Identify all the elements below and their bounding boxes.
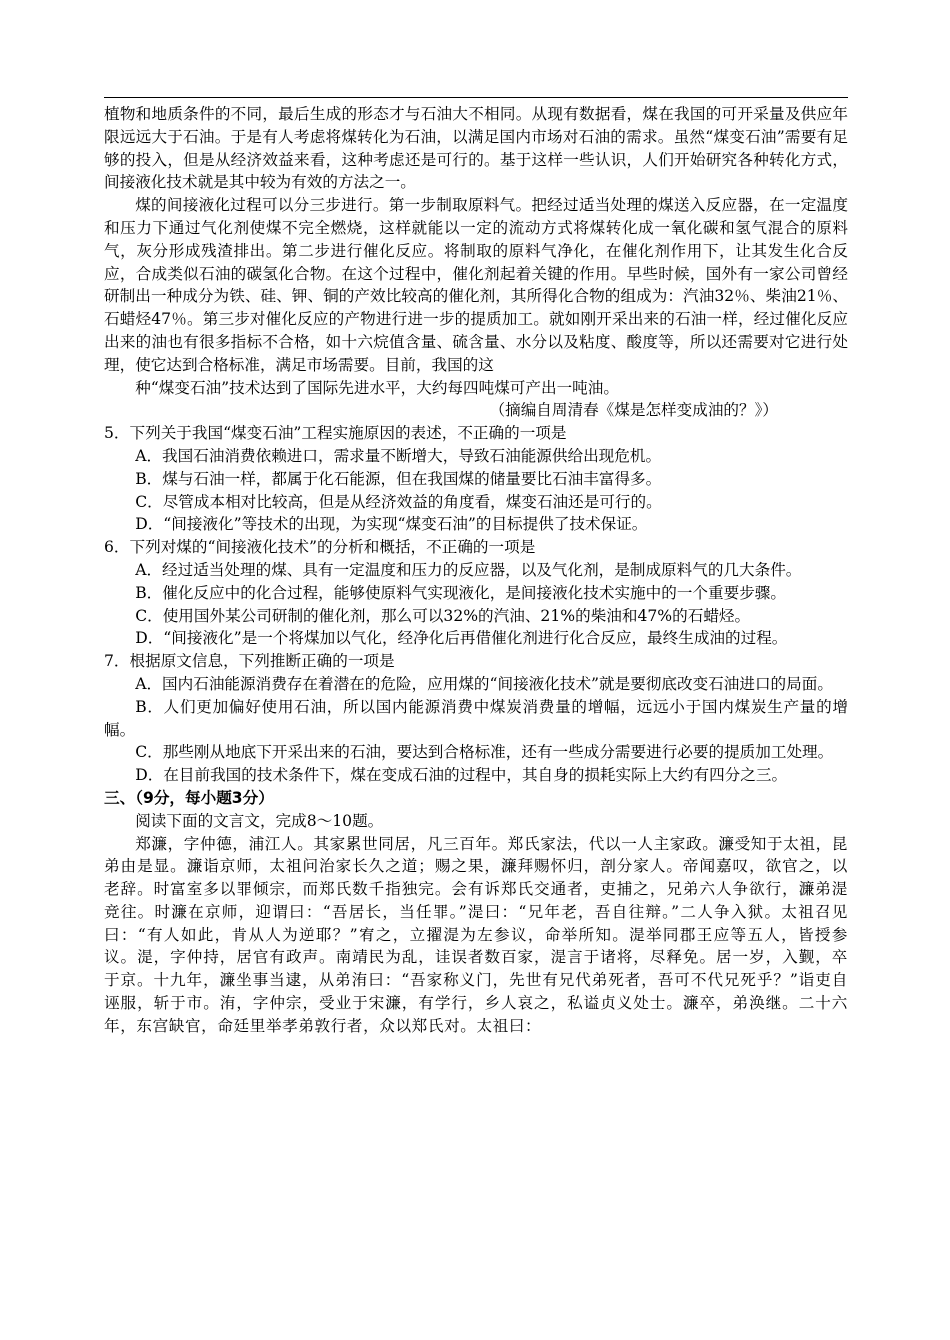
article-source: （摘编自周清春《煤是怎样变成油的？》）: [489, 401, 778, 420]
question-6-stem: 6．下列对煤的“间接液化技术”的分析和概括，不正确的一项是: [104, 538, 536, 557]
question-7-option-b: B．人们更加偏好使用石油，所以国内能源消费中煤炭消费量的增幅，远远小于国内煤炭生产量的增幅。: [104, 697, 848, 739]
question-5-stem: 5．下列关于我国“煤变石油”工程实施原因的表述，不正确的一项是: [104, 424, 567, 443]
question-7-stem: 7．根据原文信息，下列推断正确的一项是: [104, 652, 395, 671]
section-3-title: 三、（9分，每小题3分）: [104, 788, 274, 807]
question-5-option-b: B．煤与石油一样，都属于化石能源，但在我国煤的储量要比石油丰富得多。: [135, 469, 662, 488]
question-6-option-b: B．催化反应中的化合过程，能够使原料气实现液化，是间接液化技术实施中的一个重要步骤。: [135, 583, 786, 602]
question-7-option-d: D．在目前我国的技术条件下，煤在变成石油的过程中，其自身的损耗实际上大约有四分之三。: [135, 766, 788, 785]
question-6-option-c: C．使用国外某公司研制的催化剂，那么可以32%的汽油、21%的柴油和47%的石蜡烃。: [135, 606, 751, 625]
header-rule: [104, 97, 848, 98]
question-7-option-c: C．那些刚从地底下开采出来的石油，要达到合格标准，还有一些成分需要进行必要的提质加工处理。: [135, 743, 834, 762]
question-5-option-a: A．我国石油消费依赖进口，需求量不断增大，导致石油能源供给出现危机。: [135, 446, 662, 465]
article-paragraph-3: 种“煤变石油”技术达到了国际先进水平，大约每四吨煤可产出一吨油。: [135, 378, 619, 397]
question-5-option-c: C．尽管成本相对比较高，但是从经济效益的角度看，煤变石油还是可行的。: [135, 492, 662, 511]
question-6-option-a: A．经过适当处理的煤、具有一定温度和压力的反应器，以及气化剂，是制成原料气的几大条件。: [135, 560, 802, 579]
classical-passage: 郑濂，字仲德，浦江人。其家累世同居，凡三百年。郑氏家法，代以一人主家政。濂受知于太祖，昆弟由是显。濂诣京师，太祖问治家长久之道；赐之果，濂拜赐怀归，剖分家人。帝闻嘉叹，欲官之，以老辞。时富室多以罪倾宗，而郑氏数千指独完。会有诉郑氏交通者，吏捕之，兄弟六人争欲行，濂弟湜竞往。时濂在京师，迎谓曰：“吾居长，当任罪。”湜曰：“兄年老，吾自往辩。”二人争入狱。太祖召见曰：“有人如此，肯从人为逆耶？”宥之，立擢湜为左参议，命举所知。湜举同郡王应等五人，皆授参议。湜，字仲持，居官有政声。南靖民为乱，诖误者数百家，湜言于诸将，尽释免。居一岁，入觐，卒于京。十九年，濂坐事当逮，从弟洧曰：“吾家称义门，先世有兄代弟死者，吾可不代兄死乎？”诣吏自诬服，斩于市。洧，字仲宗，受业于宋濂，有学行，乡人哀之，私谥贞义处士。濂卒，弟涣继。二十六年，东宫缺官，命廷里举孝弟敦行者，众以郑氏对。太祖曰：: [104, 834, 848, 1035]
question-5-option-d: D．“间接液化”等技术的出现，为实现“煤变石油”的目标提供了技术保证。: [135, 515, 648, 534]
article-paragraph-1: 植物和地质条件的不同，最后生成的形态才与石油大不相同。从现有数据看，煤在我国的可开采量及供应年限远远大于石油。于是有人考虑将煤转化为石油，以满足国内市场对石油的需求。虽然“煤变石油”需要有足够的投入，但是从经济效益来看，这种考虑还是可行的。基于这样一些认识，人们开始研究各种转化方式，间接液化技术就是其中较为有效的方法之一。: [104, 105, 848, 192]
article-paragraph-2: 煤的间接液化过程可以分三步进行。第一步制取原料气。把经过适当处理的煤送入反应器，在一定温度和压力下通过气化剂使煤不完全燃烧，这样就能以一定的流动方式将煤转化成一氧化碳和氢气混合的原料气，灰分形成残渣排出。第二步进行催化反应。将制取的原料气净化，在催化剂作用下，让其发生化合反应，合成类似石油的碳氢化合物。在这个过程中，催化剂起着关键的作用。早些时候，国外有一家公司曾经研制出一种成分为铁、硅、钾、铜的产效比较高的催化剂，其所得化合物的组成为：汽油32％、柴油21％、石蜡烃47％。第三步对催化反应的产物进行进一步的提质加工。就如刚开采出来的石油一样，经过催化反应出来的油也有很多指标不合格，如十六烷值含量、硫含量、水分以及粘度、酸度等，所以还需要对它进行处理，使它达到合格标准，满足市场需要。目前，我国的这: [104, 196, 848, 374]
question-7-option-a: A．国内石油能源消费存在着潜在的危险，应用煤的“间接液化技术”就是要彻底改变石油进口的局面。: [135, 674, 833, 693]
exam-page: [104, 103, 848, 1038]
section-3-instruction: 阅读下面的文言文，完成8～10题。: [135, 811, 384, 830]
question-6-option-d: D．“间接液化”是一个将煤加以气化，经净化后再借催化剂进行化合反应，最终生成油的过程。: [135, 629, 788, 648]
